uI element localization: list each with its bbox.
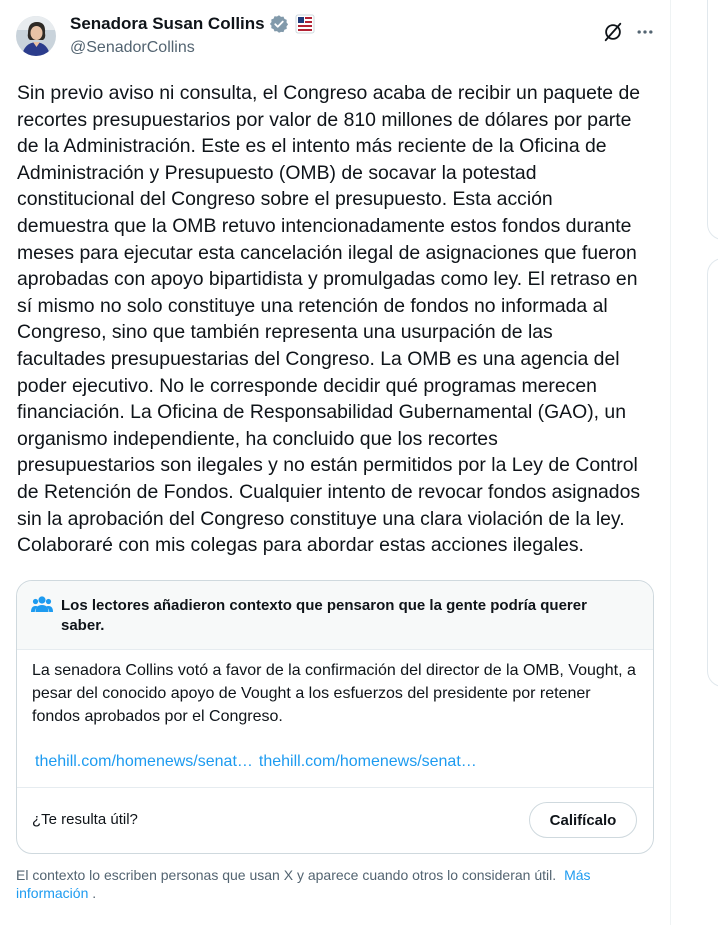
source-link[interactable]: thehill.com/homenews/senat… xyxy=(35,753,253,770)
tweet-text: Sin previo aviso ni consulta, el Congreso acaba de recibir un paquete de recortes presupuestarios por valor de 810 millones de dólares por parte de la Administración. Este es el intento más reciente de la Oficina de Administración y Presupuesto (OMB) de socavar la potestad constitucional del Congreso sobre el presupuesto. Esta acción demuestra que la OMB retuvo intencionadamente estos fondos durante meses para ejecutar esta cancelación ilegal de asignaciones que fueron aprobadas con apoyo bipartidista y promulgadas como ley. El retraso en sí mismo no solo constituye una retención de fondos no informada al Congreso, sino que también representa una usurpación de las facultades presupuestarias del Congreso. La OMB es una agencia del poder ejecutivo. No le corresponde decidir qué programas merecen financiación. La Oficina de Responsabilidad Gubernamental (GAO), un organismo independiente, ha concluido que los recortes presupuestarios son ilegales y no están permitidos por la Ley de Control de Retención de Fondos. Cualquier intento de revocar fondos asignados sin la aprobación del Congreso constituye una clara violación de la ley. Colaboraré con mis colegas para abordar estas acciones ilegales. xyxy=(17,82,641,557)
footer-suffix: . xyxy=(92,885,97,901)
column-divider xyxy=(670,0,671,925)
community-note xyxy=(16,580,654,854)
helpful-question: ¿Te resulta útil? xyxy=(32,811,138,828)
community-note-links xyxy=(35,753,477,771)
community-note-header xyxy=(17,581,653,650)
community-note-title: Los lectores añadieron contexto que pensaron que la gente podría querer saber. xyxy=(61,597,587,634)
context-footer xyxy=(16,866,656,902)
sidebar-card xyxy=(707,0,718,240)
author-name[interactable]: Senadora Susan Collins xyxy=(70,14,265,33)
more-icon[interactable] xyxy=(633,20,657,44)
avatar[interactable] xyxy=(16,16,56,56)
divider xyxy=(17,787,653,788)
rate-button[interactable]: Califícalo xyxy=(529,802,637,838)
footer-text: El contexto lo escriben personas que usan X y aparece cuando otros lo consideran útil. xyxy=(16,867,557,883)
more-info-link[interactable]: Más información xyxy=(16,867,591,901)
grok-icon[interactable] xyxy=(601,20,625,44)
verified-badge-icon[interactable] xyxy=(269,14,289,34)
tweet-header xyxy=(16,12,656,62)
author-handle[interactable]: @SenadorCollins xyxy=(70,39,195,56)
people-icon xyxy=(31,595,53,613)
author-name-row xyxy=(70,14,315,34)
us-senate-badge-icon[interactable] xyxy=(295,14,315,34)
source-link[interactable]: thehill.com/homenews/senat… xyxy=(258,753,477,770)
community-note-body: La senadora Collins votó a favor de la confirmación del director de la OMB, Vought, a pesar del conocido apoyo de Vought a los esfuerzos del presidente por retener fondos aprobados por el Congreso. xyxy=(32,662,636,725)
sidebar-card xyxy=(707,258,718,687)
avatar-icon xyxy=(16,16,56,56)
